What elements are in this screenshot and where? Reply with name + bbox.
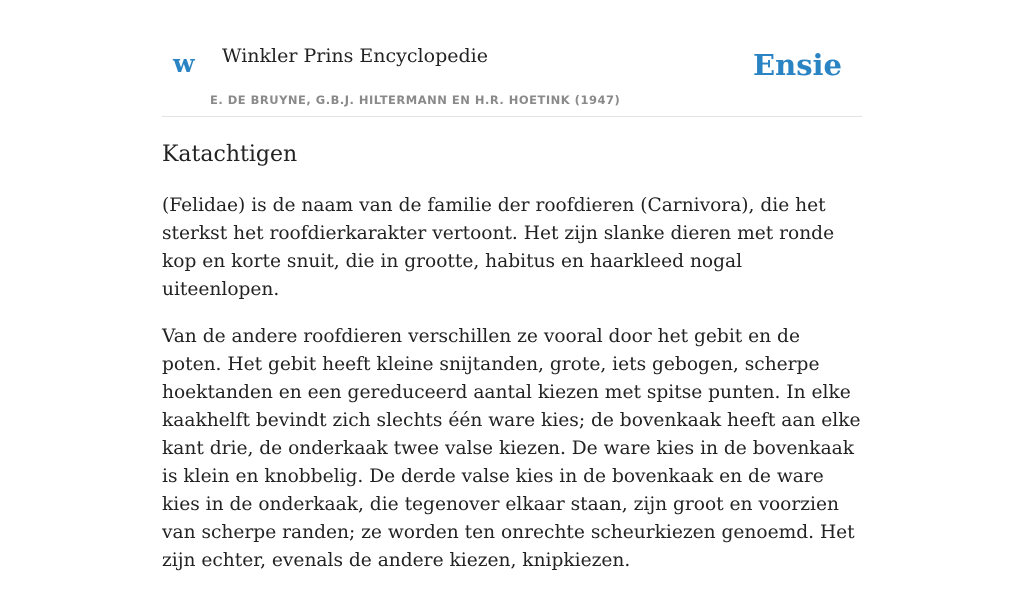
page: [162, 0, 862, 594]
article-body: [162, 192, 862, 575]
winkler-prins-logo[interactable]: w: [173, 49, 195, 78]
source-authors: E. DE BRUYNE, G.B.J. HILTERMANN EN H.R. HOETINK (1947): [210, 93, 621, 107]
article-paragraph: Van de andere roofdieren verschillen ze vooral door het gebit en de poten. Het gebit heeft kleine snijtanden, grote, iets gebogen, scherpe hoektanden en een gereduceerd aantal kiezen met spitse punten. In elke kaakhelft bevindt zich slechts één ware kies; de bovenkaak heeft aan elke kant drie, de onderkaak twee valse kiezen. De ware kies in de bovenkaak is klein en knobbelig. De derde valse kies in de bovenkaak en de ware kies in de onderkaak, die tegenover elkaar staan, zijn groot en voorzien van scherpe randen; ze worden ten onrechte scheurkiezen genoemd. Het zijn echter, evenals de andere kiezen, knipkiezen.: [162, 326, 861, 571]
header: [162, 0, 862, 117]
source-title-link[interactable]: Winkler Prins Encyclopedie: [222, 45, 488, 67]
article-paragraph: (Felidae) is de naam van de familie der roofdieren (Carnivora), die het sterkst het roofdierkarakter vertoont. Het zijn slanke dieren met ronde kop en korte snuit, die in grootte, habitus en haarkleed nogal uiteenlopen.: [162, 195, 835, 300]
article-title: Katachtigen: [162, 142, 298, 167]
ensie-logo[interactable]: Ensie: [753, 48, 842, 82]
